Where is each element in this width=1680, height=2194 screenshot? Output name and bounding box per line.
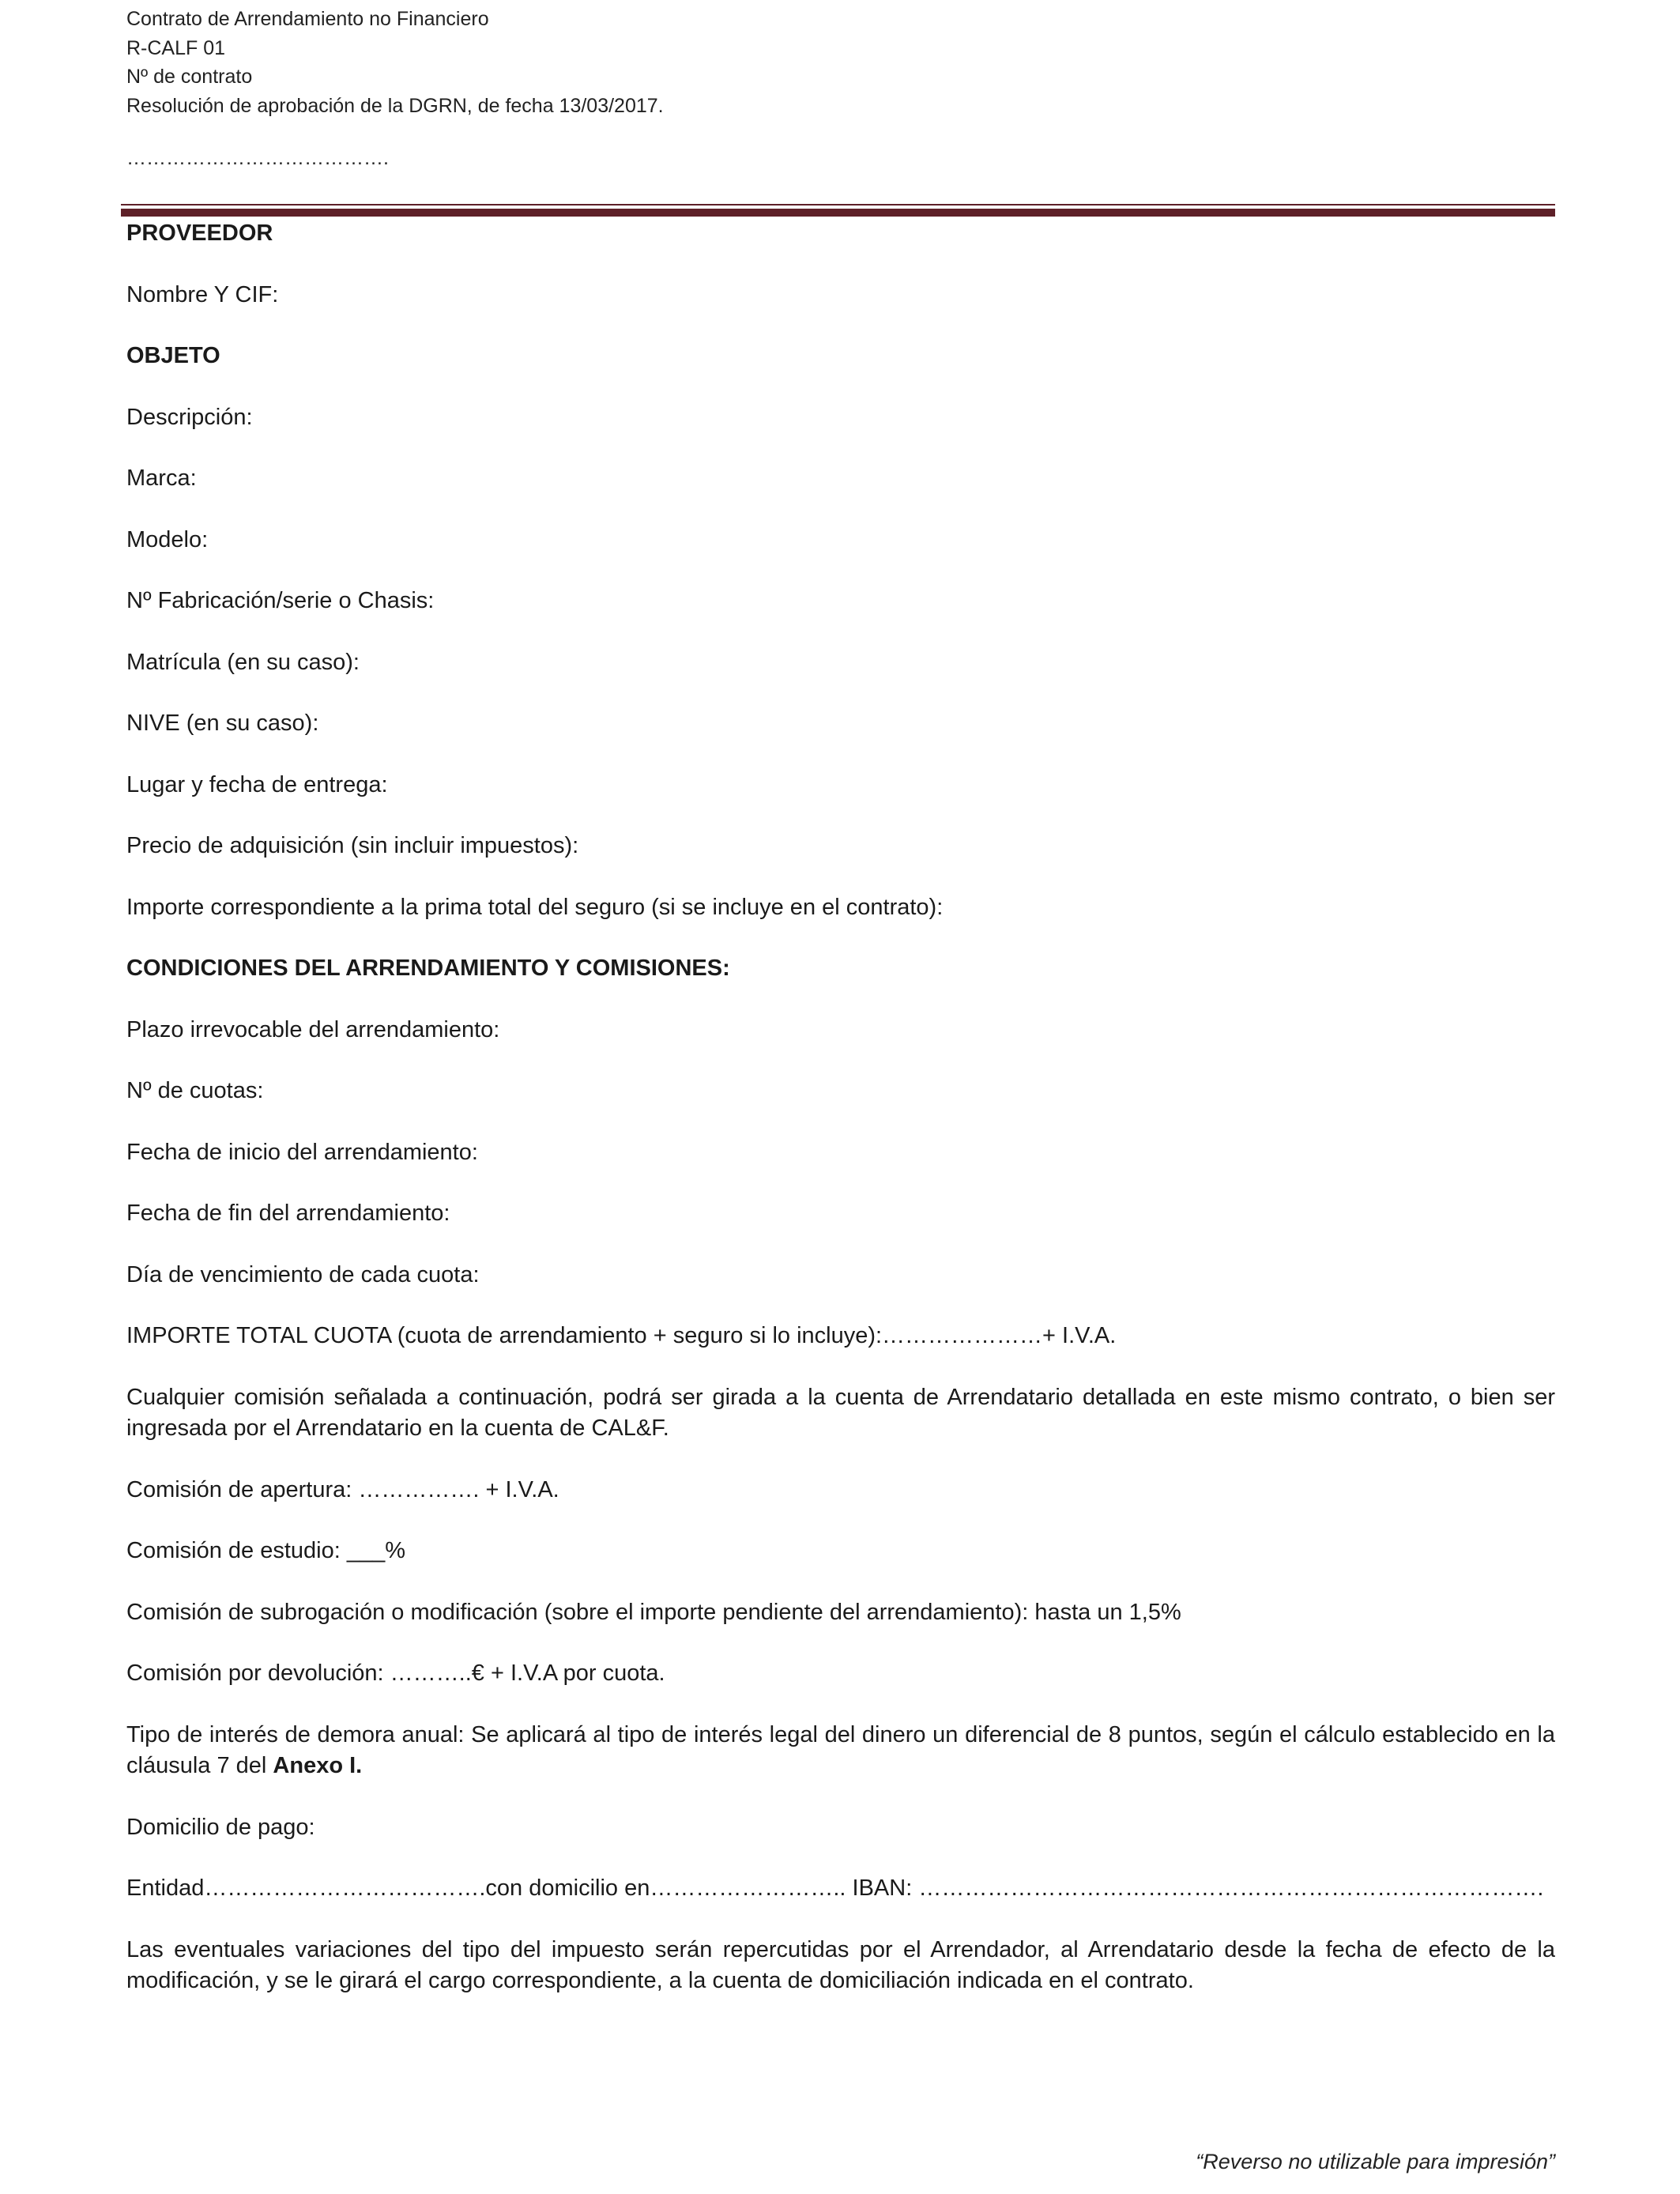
field-comision-subrogacion: Comisión de subrogación o modificación (sobre el importe pendiente del arrendamiento): hasta un 1,5% — [126, 1599, 1181, 1625]
field-fecha-inicio: Fecha de inicio del arrendamiento: — [126, 1139, 478, 1165]
header-resolution: Resolución de aprobación de la DGRN, de fecha 13/03/2017. — [126, 94, 664, 117]
section-heading-proveedor: PROVEEDOR — [126, 221, 273, 246]
header-code: R-CALF 01 — [126, 36, 226, 59]
field-comision-estudio: Comisión de estudio: ___% — [126, 1538, 406, 1563]
field-nombre-cif: Nombre Y CIF: — [126, 281, 279, 307]
section-heading-condiciones: CONDICIONES DEL ARRENDAMIENTO Y COMISIONES: — [126, 956, 730, 981]
footer-note: “Reverso no utilizable para impresión” — [1196, 2150, 1555, 2173]
field-comision-devolucion: Comisión por devolución: ………..€ + I.V.A por cuota. — [126, 1661, 665, 1686]
header-contract-type: Contrato de Arrendamiento no Financiero — [126, 8, 489, 30]
header-dots: …………………………………. — [126, 147, 389, 169]
field-num-cuotas: Nº de cuotas: — [126, 1078, 264, 1103]
anexo-reference: Anexo I. — [273, 1753, 363, 1778]
field-precio: Precio de adquisición (sin incluir impuestos): — [126, 833, 579, 858]
field-comision-apertura: Comisión de apertura: ……………. + I.V.A. — [126, 1476, 559, 1502]
document-header — [126, 5, 664, 120]
paragraph-interes-demora — [126, 1720, 1555, 1782]
field-nive: NIVE (en su caso): — [126, 711, 319, 736]
header-contract-number: Nº de contrato — [126, 66, 253, 88]
field-modelo: Modelo: — [126, 526, 209, 552]
field-marca: Marca: — [126, 466, 197, 491]
document-body — [126, 218, 1555, 2027]
paragraph-variaciones: Las eventuales variaciones del tipo del impuesto serán repercutidas por el Arrendador, al Arrendatario desde la fecha de efecto de la modificación, y se le girará el cargo correspondiente, a la cuenta de domiciliación indicada en el contrato. — [126, 1936, 1555, 1993]
field-fabricacion: Nº Fabricación/serie o Chasis: — [126, 588, 435, 613]
field-domicilio-pago: Domicilio de pago: — [126, 1814, 315, 1840]
field-matricula: Matrícula (en su caso): — [126, 649, 360, 675]
field-plazo: Plazo irrevocable del arrendamiento: — [126, 1016, 500, 1042]
field-importe-seguro: Importe correspondiente a la prima total del seguro (si se incluye en el contrato): — [126, 894, 944, 920]
header-divider-thick — [121, 209, 1555, 217]
field-dia-vencimiento: Día de vencimiento de cada cuota: — [126, 1261, 480, 1287]
interes-demora-text: Tipo de interés de demora anual: Se aplicará al tipo de interés legal del dinero un diferencial de 8 puntos, según el cálculo establecido en la cláusula 7 del — [126, 1721, 1555, 1778]
paragraph-comision-intro: Cualquier comisión señalada a continuación, podrá ser girada a la cuenta de Arrendatario detallada en este mismo contrato, o bien ser ingresada por el Arrendatario en la cuenta de CAL&F. — [126, 1384, 1555, 1441]
header-divider-thin — [121, 204, 1555, 205]
field-fecha-fin: Fecha de fin del arrendamiento: — [126, 1201, 450, 1226]
field-importe-total: IMPORTE TOTAL CUOTA (cuota de arrendamiento + seguro si lo incluye):…………………+ I.V.A. — [126, 1323, 1117, 1348]
section-heading-objeto: OBJETO — [126, 343, 220, 368]
field-entidad-iban: Entidad……………………………….con domicilio en…………………….. IBAN: ………………………………………………………………………. — [126, 1875, 1544, 1901]
field-lugar-fecha: Lugar y fecha de entrega: — [126, 771, 388, 797]
field-descripcion: Descripción: — [126, 404, 253, 430]
